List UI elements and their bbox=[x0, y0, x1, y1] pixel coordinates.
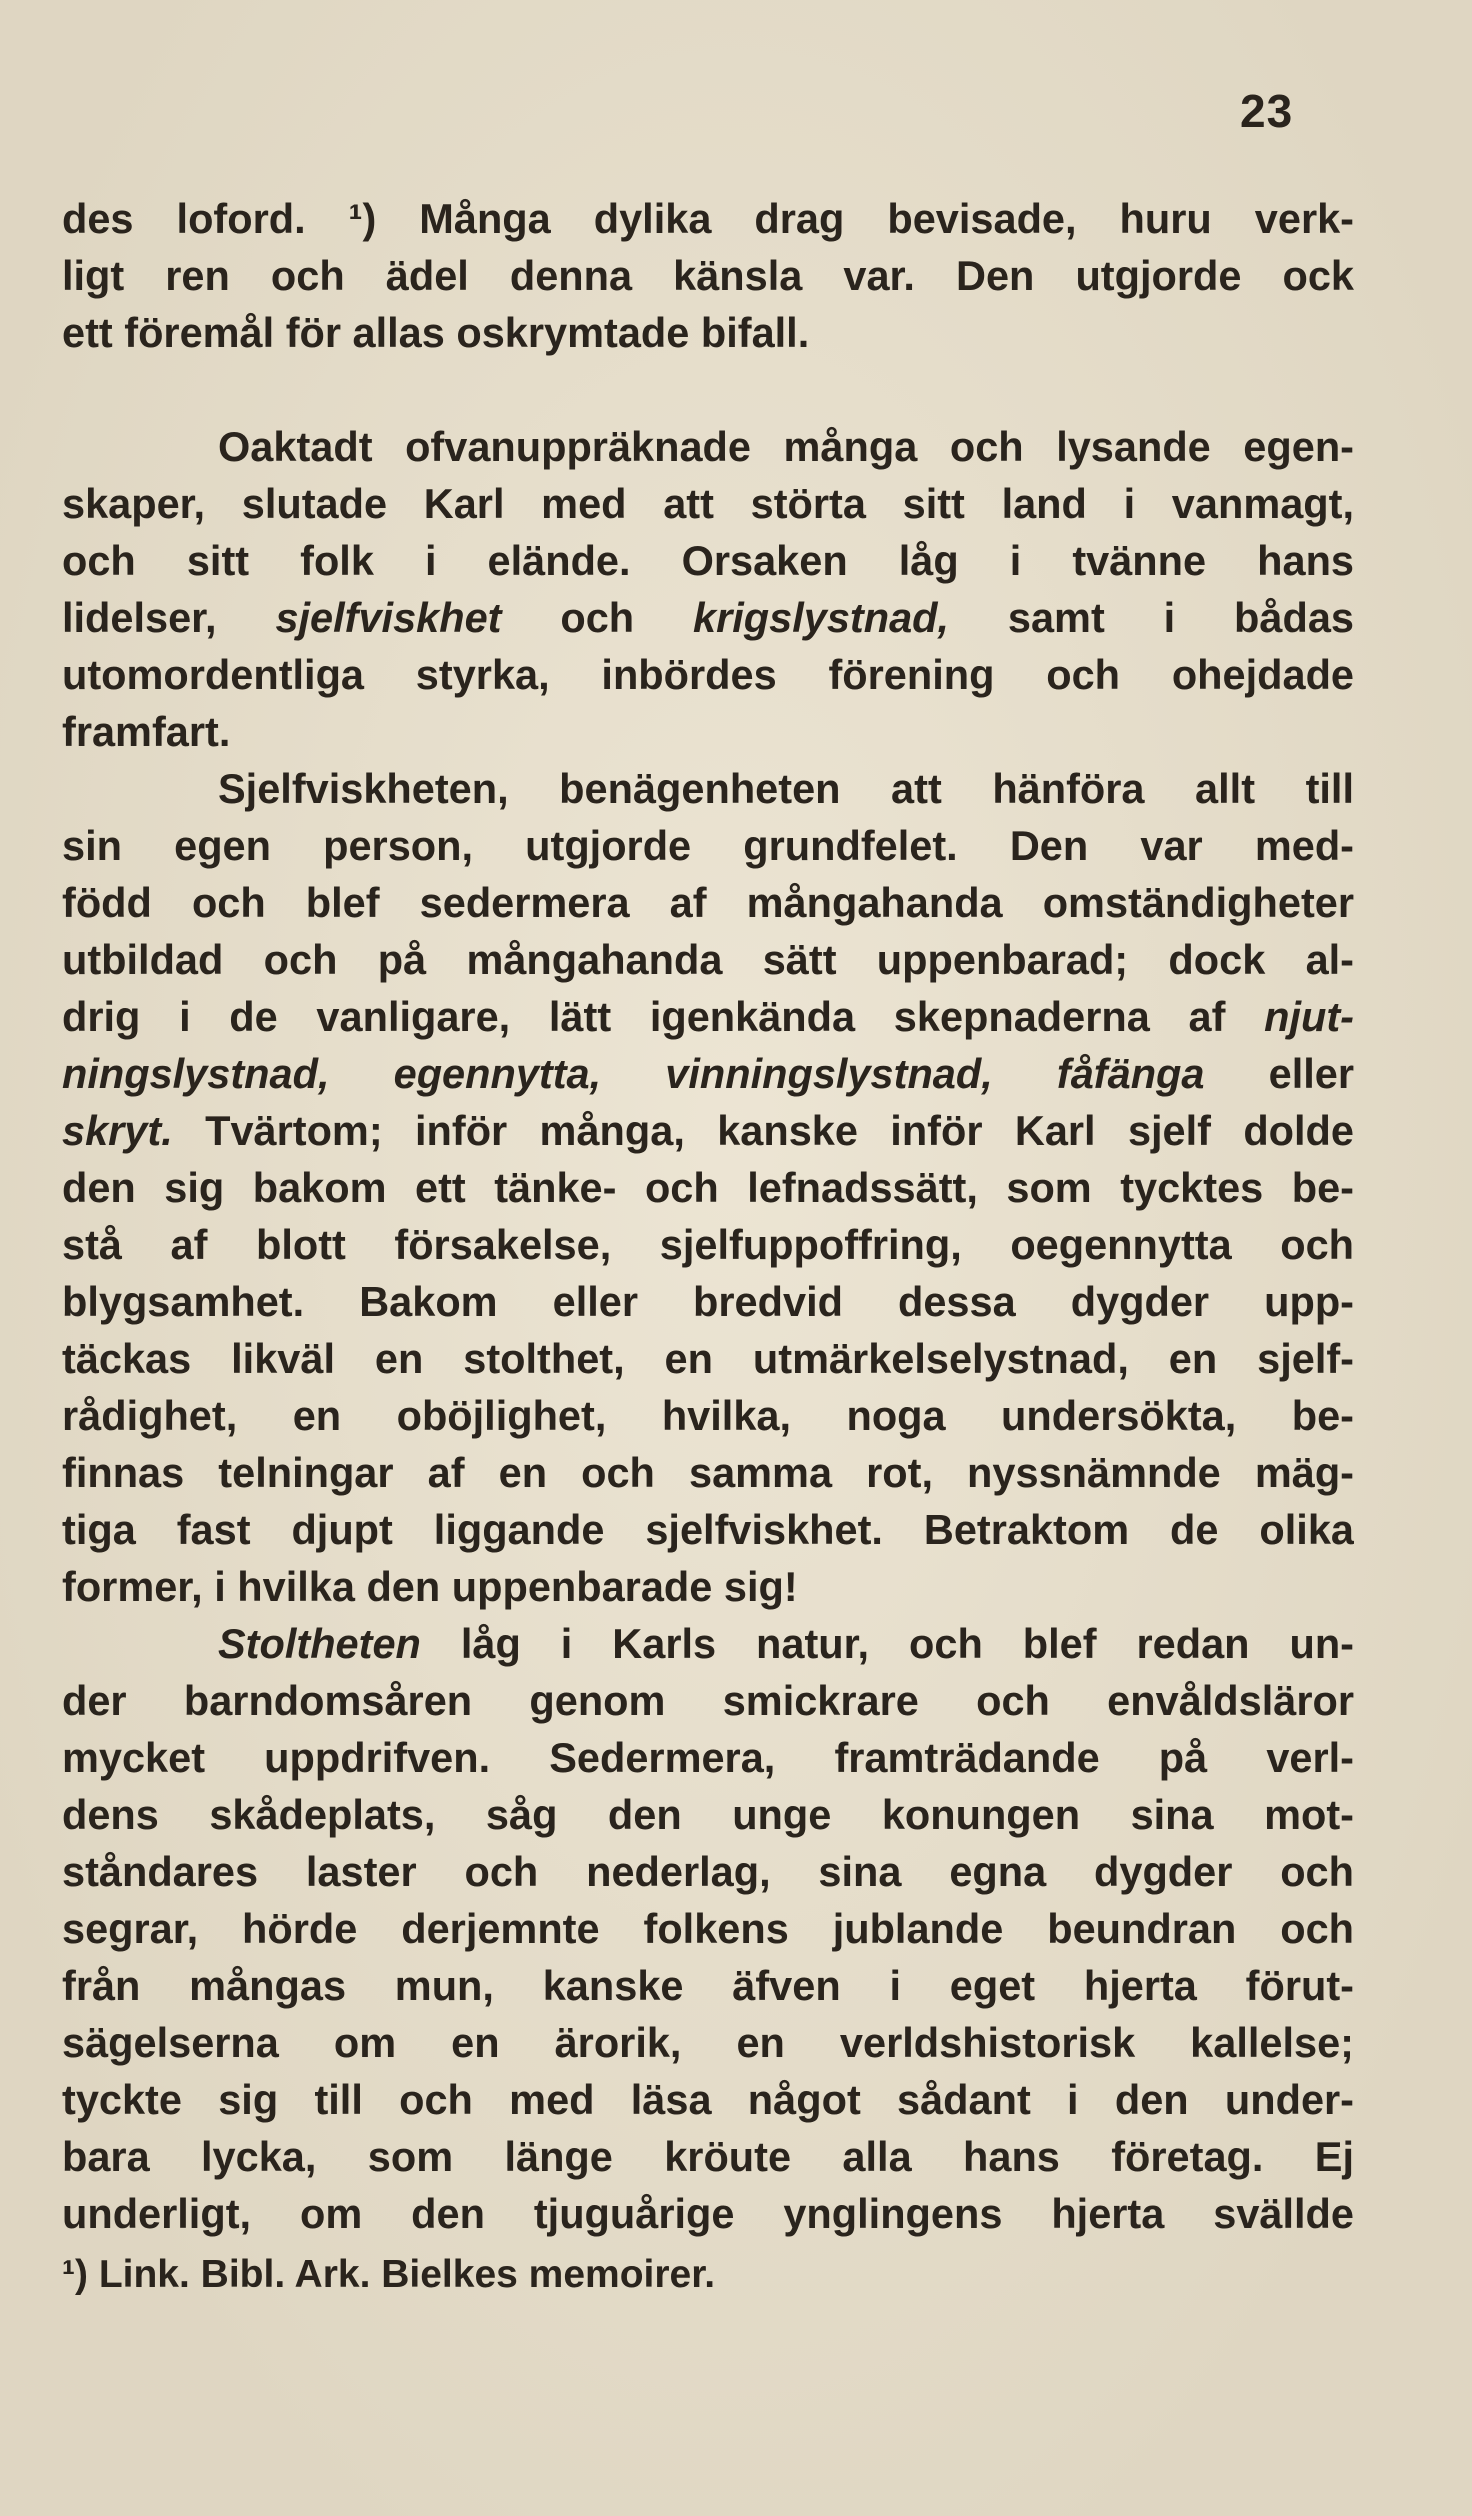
text-line: och sitt folk i elände. Orsaken låg i tvänne hans bbox=[62, 537, 1354, 584]
text-line: täckas likväl en stolthet, en utmärkelselystnad, en sjelf- bbox=[62, 1335, 1354, 1382]
text-line: ståndares laster och nederlag, sina egna dygder och bbox=[62, 1848, 1354, 1895]
footnote-text: Link. Bibl. Ark. Bielkes memoirer. bbox=[87, 2253, 716, 2296]
paragraph-gap bbox=[62, 361, 1354, 418]
body-text bbox=[62, 190, 1354, 2242]
text-line bbox=[62, 589, 1354, 646]
text-segment: låg i Karls natur, och blef redan un- bbox=[420, 1620, 1354, 1667]
text-line: finnas telningar af en och samma rot, nyssnämnde mäg- bbox=[62, 1449, 1354, 1496]
text-line: Oaktadt ofvanuppräknade många och lysande egen- bbox=[218, 423, 1354, 470]
text-line: sägelserna om en ärorik, en verldshistorisk kallelse; bbox=[62, 2019, 1354, 2066]
italic-term: krigslystnad, bbox=[693, 594, 950, 641]
footnote bbox=[62, 2253, 715, 2297]
text-line: dens skådeplats, såg den unge konungen sina mot- bbox=[62, 1791, 1354, 1838]
page-number: 23 bbox=[1240, 85, 1294, 137]
text-line bbox=[62, 1102, 1354, 1159]
text-line: former, i hvilka den uppenbarade sig! bbox=[62, 1563, 798, 1610]
text-line: des loford. ¹) Många dylika drag bevisade, huru verk- bbox=[62, 195, 1354, 242]
text-line: bara lycka, som länge kröute alla hans företag. Ej bbox=[62, 2133, 1354, 2180]
text-line: utomordentliga styrka, inbördes förening och ohejdade bbox=[62, 651, 1354, 698]
italic-term: ningslystnad, egennytta, vinningslystnad, fåfänga bbox=[62, 1050, 1205, 1097]
italic-term: skryt. bbox=[62, 1107, 173, 1154]
text-line: Sjelfviskheten, benägenheten att hänföra allt till bbox=[218, 765, 1354, 812]
text-line: ett föremål för allas oskrymtade bifall. bbox=[62, 309, 810, 356]
text-line: ligt ren och ädel denna känsla var. Den utgjorde ock bbox=[62, 252, 1354, 299]
text-line bbox=[62, 1615, 1354, 1672]
text-line: der barndomsåren genom smickrare och envåldsläror bbox=[62, 1677, 1354, 1724]
text-line: tyckte sig till och med läsa något sådant i den under- bbox=[62, 2076, 1354, 2123]
italic-term: Stoltheten bbox=[218, 1620, 421, 1667]
text-segment: drig i de vanligare, lätt igenkända skepnaderna af bbox=[62, 993, 1265, 1040]
text-line: utbildad och på mångahanda sätt uppenbarad; dock al- bbox=[62, 936, 1354, 983]
text-line: mycket uppdrifven. Sedermera, framträdande på verl- bbox=[62, 1734, 1354, 1781]
text-segment: Tvärtom; inför många, kanske inför Karl sjelf dolde bbox=[172, 1107, 1354, 1154]
italic-term: sjelfviskhet bbox=[275, 594, 502, 641]
footnote-marker: ¹) bbox=[62, 2253, 88, 2296]
text-segment: lidelser, bbox=[62, 594, 276, 641]
text-line bbox=[62, 988, 1354, 1045]
text-line: tiga fast djupt liggande sjelfviskhet. Betraktom de olika bbox=[62, 1506, 1354, 1553]
text-line: framfart. bbox=[62, 708, 231, 755]
text-line: stå af blott försakelse, sjelfuppoffring, oegennytta och bbox=[62, 1221, 1354, 1268]
text-segment: samt i bådas bbox=[949, 594, 1354, 641]
text-segment: och bbox=[501, 594, 694, 641]
italic-term: njut- bbox=[1264, 993, 1354, 1040]
text-line: underligt, om den tjuguårige ynglingens hjerta svällde bbox=[62, 2190, 1354, 2237]
text-line: rådighet, en oböjlighet, hvilka, noga undersökta, be- bbox=[62, 1392, 1354, 1439]
text-line: blygsamhet. Bakom eller bredvid dessa dygder upp- bbox=[62, 1278, 1354, 1325]
text-line: sin egen person, utgjorde grundfelet. Den var med- bbox=[62, 822, 1354, 869]
text-segment: eller bbox=[1204, 1050, 1354, 1097]
text-line: segrar, hörde derjemnte folkens jublande beundran och bbox=[62, 1905, 1354, 1952]
text-line: född och blef sedermera af mångahanda omständigheter bbox=[62, 879, 1354, 926]
text-line bbox=[62, 1045, 1354, 1102]
text-line: den sig bakom ett tänke- och lefnadssätt, som tycktes be- bbox=[62, 1164, 1354, 1211]
text-line: skaper, slutade Karl med att störta sitt land i vanmagt, bbox=[62, 480, 1354, 527]
text-line: från mångas mun, kanske äfven i eget hjerta förut- bbox=[62, 1962, 1354, 2009]
